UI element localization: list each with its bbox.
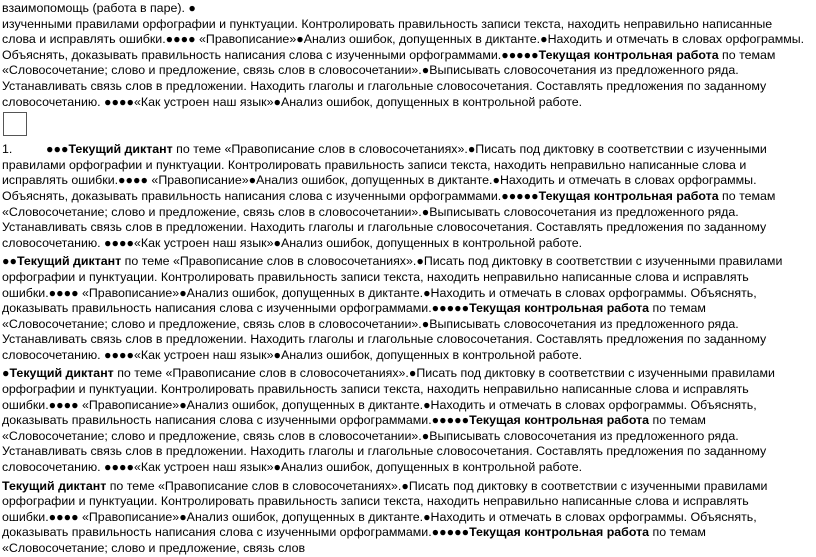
intro-tail: по темам «Словосочетание; слово и предложение, связь слов в словосочетании».●Выписывать словосочетания из предложенного ряда. Устанавливать связь слов в предложении. Находить глаголы и глагольные словосочетания. Составлять предложения по заданному словосочетанию. ●●●●«Как устроен наш язык»●Анализ ошибок, допущенных в контрольной работе.	[2, 47, 776, 109]
paragraph-1	[2, 142, 808, 251]
empty-checkbox-frame	[3, 112, 27, 136]
paragraph-2	[2, 254, 808, 363]
p2-bold-heading-2: Текущая контрольная работа	[469, 301, 650, 316]
p1-bold-heading-2: Текущая контрольная работа	[538, 188, 719, 203]
paragraph-4	[2, 479, 808, 557]
list-number: 1.	[2, 142, 13, 157]
p1-body: по теме «Правописание слов в словосочетаниях».●Писать под диктовку в соответствии с изученными правилами орфографии и пунктуации. Контролировать правильность записи текста, находить неправильно написанные слова и исправлять ошибки.●●●● «Правописание»●Анализ ошибок, допущенных в диктанте.●Находить и отмечать в словах орфограммы. Объяснять, доказывать правильность написания слова с изученными орфограммами.●●●●●	[2, 142, 767, 203]
top-line: взаимопомощь (работа в паре). ●	[2, 1, 196, 15]
intro-paragraph	[2, 17, 808, 111]
p2-body: по теме «Правописание слов в словосочетаниях».●Писать под диктовку в соответствии с изученными правилами орфографии и пунктуации. Контролировать правильность записи текста, находить неправильно написанные слова и исправлять ошибки.●●●● «Правописание»●Анализ ошибок, допущенных в диктанте.●Находить и отмечать в словах орфограммы. Объяснять, доказывать правильность написания слова с изученными орфограммами.●●●●●	[2, 254, 783, 316]
intro-bold-heading: Текущая контрольная работа	[538, 47, 719, 62]
p1-tail: по темам «Словосочетание; слово и предложение, связь слов в словосочетании».●Выписывать словосочетания из предложенного ряда. Устанавливать связь слов в предложении. Находить глаголы и глагольные словосочетания. Составлять предложения по заданному словосочетанию. ●●●●«Как устроен наш язык»●Анализ ошибок, допущенных в контрольной работе.	[2, 188, 776, 250]
p3-bold-heading: Текущий диктант	[9, 366, 114, 381]
paragraph-3	[2, 366, 808, 475]
p2-lead-bullets: ●●	[2, 254, 17, 269]
p4-body: по теме «Правописание слов в словосочетаниях».●Писать под диктовку в соответствии с изученными правилами орфографии и пунктуации. Контролировать правильность записи текста, находить неправильно написанные слова и исправлять ошибки.●●●● «Правописание»●Анализ ошибок, допущенных в диктанте.●Находить и отмечать в словах орфограммы. Объяснять, доказывать правильность написания слова с изученными орфограммами.●●●●●	[2, 478, 768, 540]
p1-lead-bullets: ●●●	[46, 142, 69, 157]
p4-bold-heading: Текущий диктант	[2, 478, 107, 493]
p2-bold-heading: Текущий диктант	[16, 254, 122, 269]
p3-tail: по темам «Словосочетание; слово и предложение, связь слов в словосочетании».●Выписывать словосочетания из предложенного ряда. Устанавливать связь слов в предложении. Находить глаголы и глагольные словосочетания. Составлять предложения по заданному словосочетанию. ●●●●«Как устроен наш язык»●Анализ ошибок, допущенных в контрольной работе.	[2, 413, 767, 475]
p2-tail: по темам «Словосочетание; слово и предложение, связь слов в словосочетании».●Выписывать словосочетания из предложенного ряда. Устанавливать связь слов в предложении. Находить глаголы и глагольные словосочетания. Составлять предложения по заданному словосочетанию. ●●●●«Как устроен наш язык»●Анализ ошибок, допущенных в контрольной работе.	[2, 301, 767, 362]
p1-bold-heading: Текущий диктант	[68, 142, 173, 157]
p4-bold-heading-2: Текущая контрольная работа	[469, 525, 650, 540]
p3-lead-bullets: ●	[2, 366, 10, 381]
p3-bold-heading-2: Текущая контрольная работа	[469, 413, 650, 428]
intro-text: изученными правилами орфографии и пунктуации. Контролировать правильность записи текста, находить неправильно написанные слова и исправлять ошибки.●●●● «Правописание»●Анализ ошибок, допущенных в диктанте.●Находить и отмечать в словах орфограммы. Объяснять, доказывать правильность написания слова с изученными орфограммами.●●●●●	[2, 16, 805, 62]
p3-body: по теме «Правописание слов в словосочетаниях».●Писать под диктовку в соответствии с изученными правилами орфографии и пунктуации. Контролировать правильность записи текста, находить неправильно написанные слова и исправлять ошибки.●●●● «Правописание»●Анализ ошибок, допущенных в диктанте.●Находить и отмечать в словах орфограммы. Объяснять, доказывать правильность написания слова с изученными орфограммами.●●●●●	[2, 366, 775, 428]
p4-tail: по темам «Словосочетание; слово и предложение, связь слов	[2, 525, 706, 555]
